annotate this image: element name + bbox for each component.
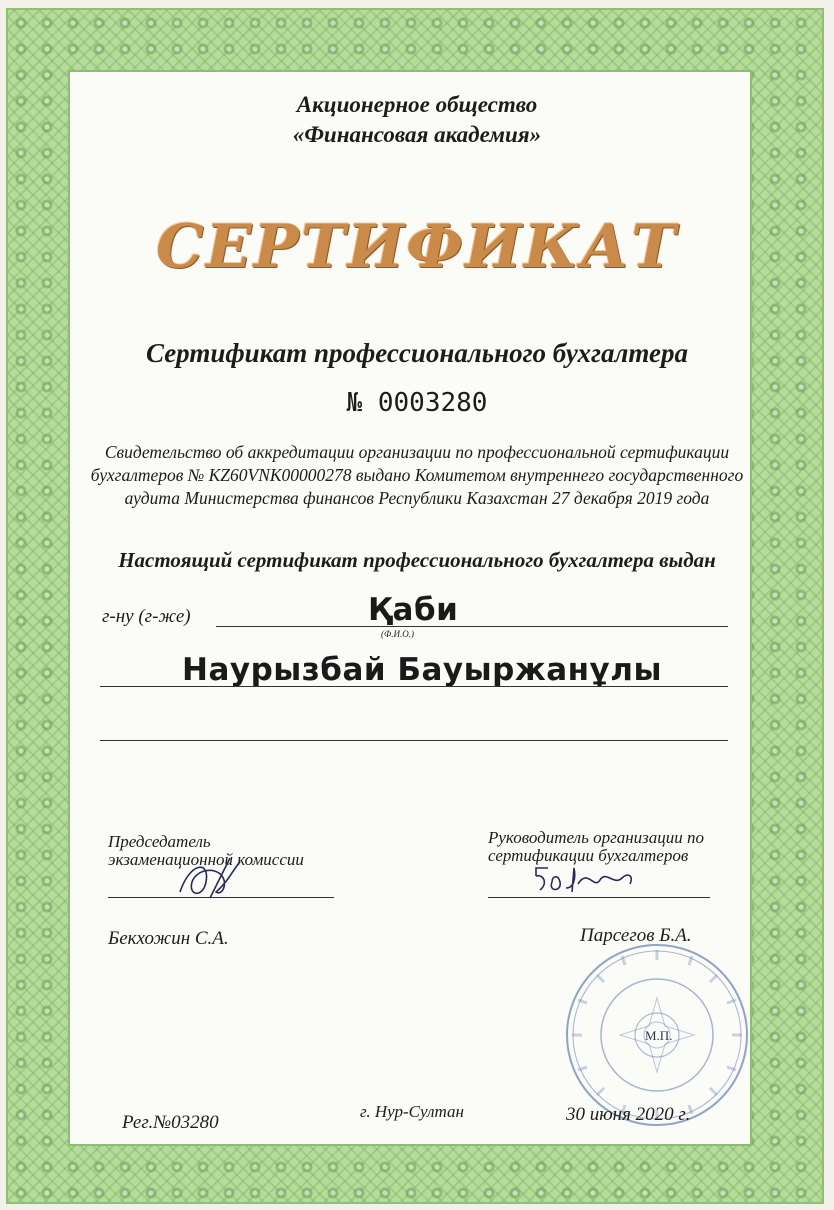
right-signatory-name: Парсегов Б.А. — [580, 925, 692, 946]
accreditation-line1: Свидетельство об аккредитации организации по профессиональной сертификации — [104, 442, 730, 462]
recipient-surname: Қаби — [368, 592, 459, 628]
left-signature — [170, 852, 250, 904]
fio-hint: (Ф.И.О.) — [381, 629, 414, 639]
right-role-line2: сертификации бухгалтеров — [488, 846, 689, 865]
certificate-number: № 0003280 — [346, 388, 488, 418]
organization-line1: Акционерное общество — [296, 92, 538, 117]
accreditation-line3: аудита Министерства финансов Республики Казахстан 27 декабря 2019 года — [124, 488, 710, 508]
issue-city: г. Нур-Султан — [360, 1102, 464, 1121]
recipient-prefix: г-ну (г-же) — [102, 606, 191, 627]
recipient-line-3 — [100, 740, 728, 741]
right-signature — [530, 858, 640, 902]
recipient-line-2 — [100, 686, 728, 687]
recipient-given-names: Наурызбай Бауыржанұлы — [182, 652, 662, 688]
accreditation-line2: бухгалтеров № KZ60VNK00000278 выдано Комитетом внутреннего государственного — [90, 465, 744, 485]
left-role-line1: Председатель — [108, 832, 211, 851]
recipient-line-1 — [216, 626, 728, 627]
certificate-heading: СЕРТИФИКАТ — [156, 212, 678, 282]
right-role-line1: Руководитель организации по — [488, 828, 705, 847]
issue-date: 30 июня 2020 г. — [566, 1104, 691, 1125]
certificate-subtitle: Сертификат профессионального бухгалтера — [146, 338, 688, 368]
left-signatory-name: Бекхожин С.А. — [108, 928, 229, 949]
left-role-line2: экзаменационной комиссии — [108, 850, 304, 869]
issued-statement: Настоящий сертификат профессионального бухгалтера выдан — [118, 548, 716, 572]
stamp-label: М.П. — [645, 1028, 673, 1043]
registration-number: Рег.№03280 — [122, 1112, 219, 1133]
organization-line2: «Финансовая академия» — [292, 122, 542, 147]
